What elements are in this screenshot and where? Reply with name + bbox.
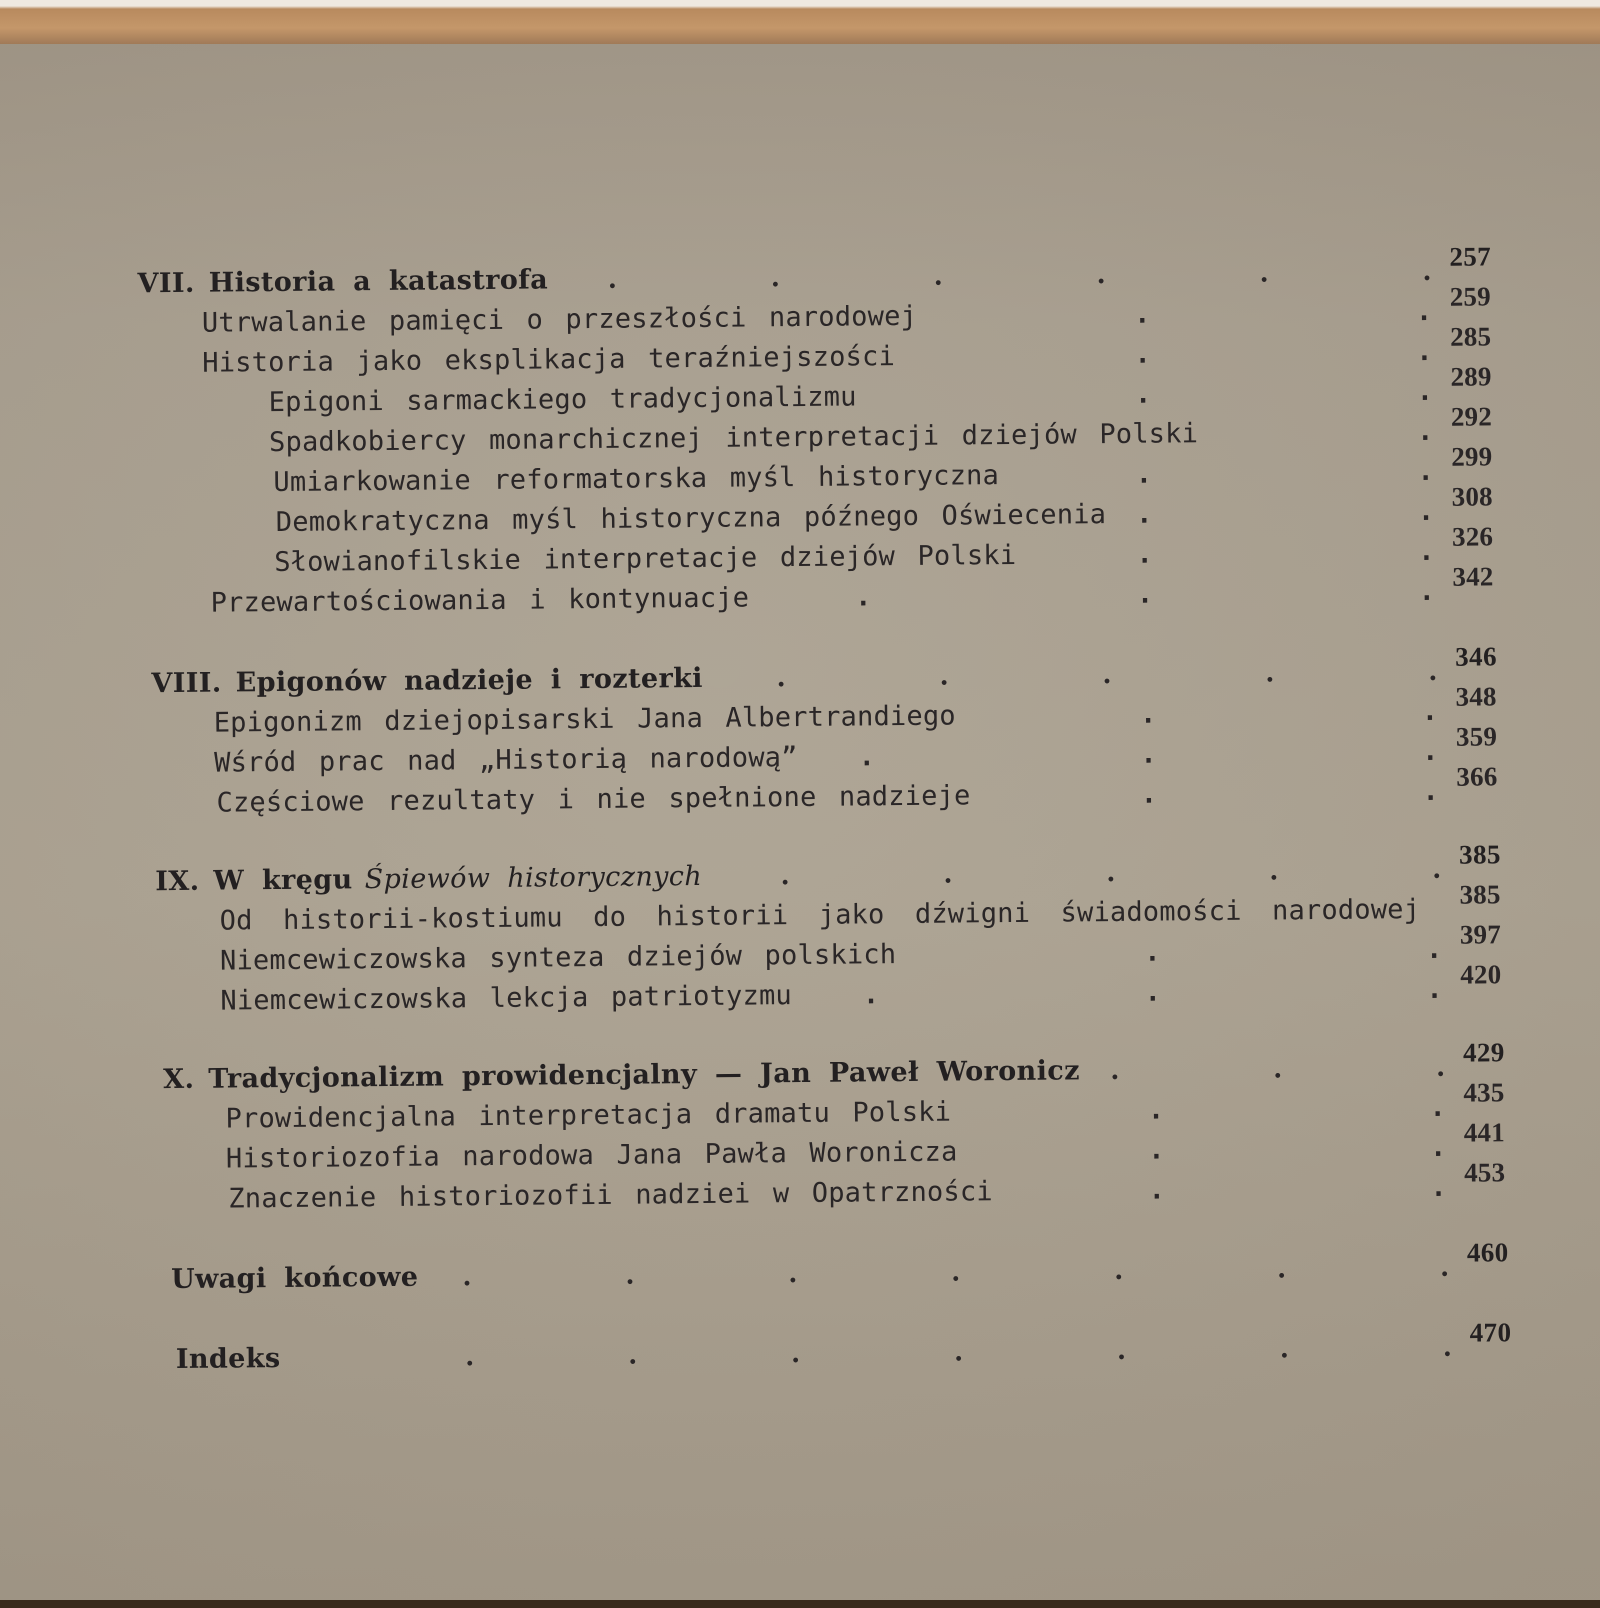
page-number: 285 [1449,321,1492,352]
section-title: Prowidencjalna interpretacja dramatu Polski [225,1096,952,1135]
section-title: Umiarkowanie reformatorska myśl historyczna [273,460,1000,499]
dot-leader [965,1093,1446,1128]
dot-leader [1120,497,1434,530]
toc-entry-subsection [268,361,1509,419]
dot-leader [971,1133,1446,1168]
page-number: 441 [1463,1117,1506,1148]
chapter-number: VIII. [151,667,222,700]
section-title: Przewartościowania i kontynuacje [210,582,750,619]
chapter-title: W kręgu [213,864,353,897]
page-number: 308 [1451,481,1493,512]
chapter-title: Indeks [175,1343,281,1376]
dot-leader [870,377,1432,412]
section-title: Częściowe rezultaty i nie spełnione nadzieje [216,780,971,819]
dot-leader [910,935,1442,970]
section-title: Epigoni sarmackiego tradycjonalizmu [268,381,857,419]
dot-leader [1007,1173,1447,1207]
toc-entry-chapter-viii [151,641,1513,700]
chapter-title: Epigonów nadzieje i rozterki [235,662,704,699]
dot-leader [763,577,1435,613]
section-title: Od historii-kostiumu do historii jako dźwigni świadomości narodowej [219,894,1421,937]
chapter-title: Tradycjonalizm prowidencjalny — Jan Paweł Woronicz [208,1055,1081,1095]
page-number: 342 [1452,561,1494,592]
page-number: 259 [1449,281,1491,312]
toc-entry-section [225,1117,1522,1175]
dot-leader [931,297,1432,332]
toc-entry-subsection [274,521,1510,579]
page-number: 299 [1451,441,1493,472]
section-title: Znaczenie historiozofii nadziei w Opatrzności [228,1176,993,1215]
dot-leader [458,1253,1449,1293]
dot-leader [984,777,1438,811]
chapter-number: VII. [137,267,195,300]
toc-entry-chapter-x [163,1037,1521,1096]
chapter-number: X. [163,1063,195,1096]
page-number: 453 [1464,1157,1506,1188]
dot-leader [1030,537,1434,571]
section-title: Spadkobiercy monarchicznej interpretacji dziejów Polski [268,418,1199,459]
dot-leader [1013,457,1434,491]
dot-leader [970,697,1438,731]
section-title: Historiozofia narodowa Jana Pawła Woronicza [225,1136,958,1175]
book-page [0,44,1600,1600]
toc-entry-section [225,1077,1521,1135]
toc-entry-subsection [273,441,1509,499]
dot-leader [320,1333,1452,1374]
page-number: 257 [1449,241,1492,272]
toc-entry-section [213,681,1514,739]
page-number: 292 [1450,401,1493,432]
dot-leader [909,337,1433,372]
page-number: 359 [1455,721,1498,752]
section-title: Historia jako eksplikacja teraźniejszości [202,341,896,379]
page-number: 366 [1456,761,1498,792]
page-number: 429 [1462,1037,1505,1068]
dot-leader [716,855,1441,892]
page-number: 348 [1455,681,1497,712]
dot-leader [717,657,1438,694]
toc-entry-section [219,919,1518,977]
section-title: Demokratyczna myśl historyczna późnego Oświecenia [275,499,1107,539]
toc-entry-section [210,561,1510,619]
toc-entry-chapter-vii [137,241,1507,300]
dot-leader [806,975,1443,1011]
section-title: Epigonizm dziejopisarski Jana Albertrandiego [213,700,956,739]
section-title: Wśród prac nad „Historią narodową” [214,742,798,779]
dot-leader [811,737,1438,773]
chapter-title: Historia a katastrofa [208,264,549,299]
toc-entry-section [214,721,1514,779]
chapter-title: Uwagi końcowe [170,1261,419,1296]
toc-entry-section [216,761,1514,819]
chapter-number: IX. [155,865,200,898]
page-number: 420 [1460,959,1502,990]
toc-entry-index [175,1317,1528,1376]
page-number: 385 [1459,879,1501,910]
chapter-title-italic: Śpiewów historycznych [364,860,703,896]
toc-entry-section [228,1157,1522,1215]
section-title: Słowianofilskie interpretacje dziejów Polski [274,539,1017,579]
dot-leader [1094,1053,1446,1086]
table-of-contents [0,36,1600,1607]
toc-entry-chapter-ix [155,839,1517,898]
toc-entry-subsection [268,401,1509,459]
page-number: 397 [1459,919,1502,950]
page-number: 460 [1466,1237,1509,1268]
toc-entry-subsection [275,481,1510,539]
dot-leader [562,257,1432,295]
page-number: 289 [1450,361,1492,392]
page-number: 435 [1463,1077,1505,1108]
page-number: 385 [1458,839,1501,870]
page-number: 470 [1469,1317,1512,1348]
toc-entry-section [202,321,1508,379]
dot-leader [1212,417,1433,449]
section-title: Niemcewiczowska lekcja patriotyzmu [220,980,793,1017]
page-number: 326 [1451,521,1494,552]
page-number: 346 [1455,641,1498,672]
toc-entry-final-remarks [170,1237,1525,1296]
section-title: Utrwalanie pamięci o przeszłości narodowej [201,300,918,339]
toc-entry-section [220,959,1518,1017]
section-title: Niemcewiczowska synteza dziejów polskich [219,939,897,977]
